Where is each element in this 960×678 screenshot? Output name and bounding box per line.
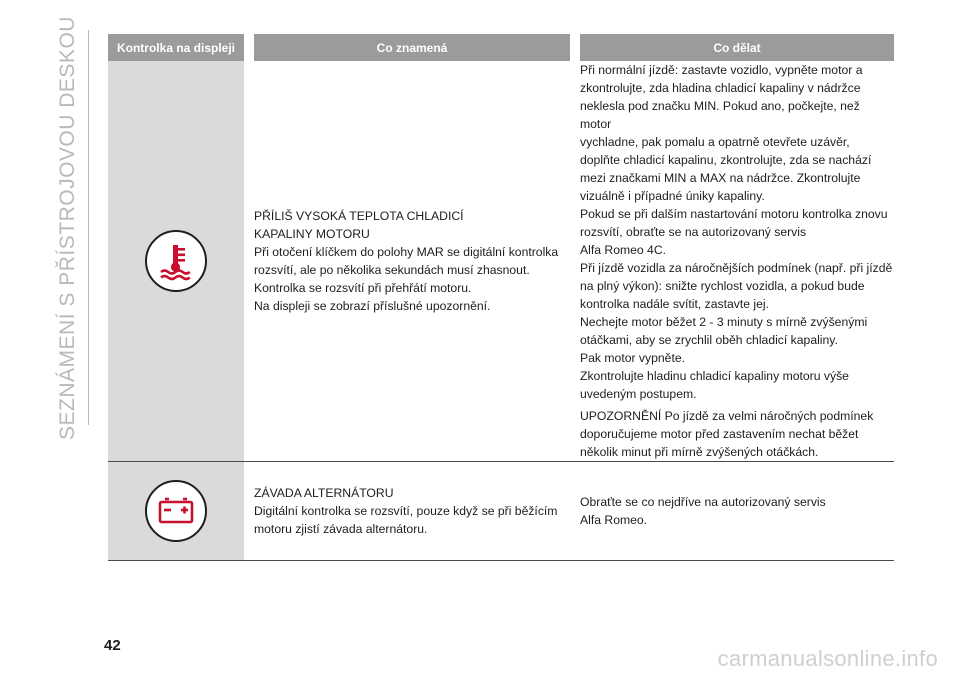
icon-cell [108, 61, 244, 462]
table-header-row [108, 34, 894, 61]
header-spacer [570, 34, 580, 61]
warning-lights-table [108, 34, 894, 561]
side-section-title [50, 15, 86, 440]
meaning-cell: ZÁVADA ALTERNÁTORU Digitální kontrolka se rozsvítí, pouze když se při běžícím motoru zjistí závada alternátoru. [254, 462, 570, 561]
header-display-light: Kontrolka na displeji [108, 34, 244, 61]
header-spacer [244, 34, 254, 61]
table-row [108, 462, 894, 561]
warning-note: UPOZORNĚNÍ Po jízdě za velmi náročných podmínek [580, 409, 874, 423]
header-meaning: Co znamená [254, 34, 570, 61]
coolant-temperature-icon [145, 230, 207, 292]
action-cell: Při normální jízdě: zastavte vozidlo, vypněte motor a zkontrolujte, zda hladina chladicí kapaliny v nádržce neklesla pod značku MIN. Pokud ano, počkejte, než motor vychladne, pak pomalu a opatrně otevřete uzávěr, doplňte chladicí kapalinu, zkontrolujte, zda se nachází mezi značkami MIN a MAX na nádržce. Zkontrolujte vizuálně i případné úniky kapaliny. Pokud se při dalším nastartování motoru kontrolka znovu rozsvítí, obraťte se na autorizovaný servis Alfa Romeo 4C. Při jízdě vozidla za náročnějších podmínek (např. při jízdě na plný výkon): snižte rychlost vozidla, a pokud bude kontrolka nadále svítit, zastavte jej. Nechejte motor běžet 2 - 3 minuty s mírně zvýšenými otáčkami, aby se zrychlil oběh chladicí kapaliny. Pak motor vypněte. Zkontrolujte hladinu chladicí kapaliny motoru výše uvedeným postupem. UPOZORNĚNÍ Po jízdě za velmi náročných podmínek doporučujeme motor před zastavením nechat běžet několik minut při mírně zvýšených otáčkách. [580, 61, 894, 462]
side-divider [88, 30, 89, 425]
action-cell: Obraťte se co nejdříve na autorizovaný servis Alfa Romeo. [580, 462, 894, 561]
side-section-title-text: SEZNÁMENÍ S PŘÍSTROJOVOU DESKOU [56, 15, 79, 440]
warning-note: doporučujeme motor před zastavením nechat běžet [580, 427, 859, 441]
watermark: carmanualsonline.info [717, 646, 938, 671]
warning-note: několik minut při mírně zvýšených otáčkách. [580, 445, 819, 459]
icon-cell [108, 462, 244, 561]
meaning-cell: PŘÍLIŠ VYSOKÁ TEPLOTA CHLADICÍ KAPALINY MOTORU Při otočení klíčkem do polohy MAR se digitální kontrolka rozsvítí, ale po několika sekundách musí zhasnout. Kontrolka se rozsvítí při přehřátí motoru. Na displeji se zobrazí příslušné upozornění. [254, 61, 570, 462]
page-number: 42 [104, 637, 121, 654]
table-row [108, 61, 894, 462]
battery-icon [145, 480, 207, 542]
header-action: Co dělat [580, 34, 894, 61]
